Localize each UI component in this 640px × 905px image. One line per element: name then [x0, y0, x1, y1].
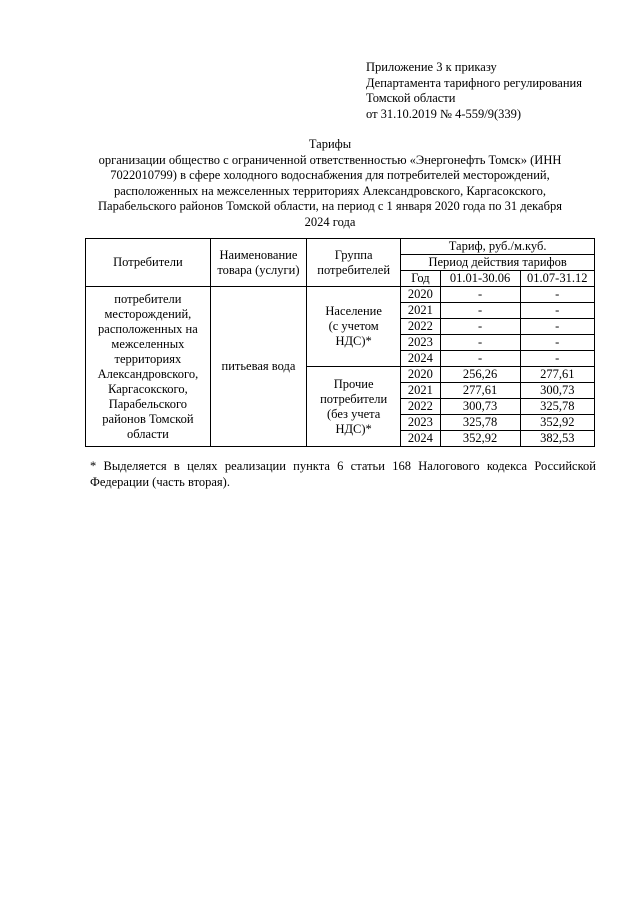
tariff-cell-period1: -: [440, 319, 520, 335]
tariff-cell-period2: -: [520, 351, 594, 367]
tariff-table: [85, 238, 595, 447]
consumers-line: области: [126, 426, 169, 441]
header-consumers: [86, 239, 211, 287]
header-product-line: Наименование: [219, 247, 298, 262]
year-cell: 2022: [401, 399, 440, 415]
header-tariff: Тариф, руб./м.куб.: [401, 239, 595, 255]
title-heading: Тарифы: [308, 137, 352, 151]
header-product-line: товара (услуги): [217, 262, 300, 277]
header-consumers-label: Потребители: [113, 255, 183, 269]
consumers-cell: [86, 287, 211, 447]
year-cell: 2024: [401, 351, 440, 367]
consumers-line: Александровского,: [97, 366, 199, 381]
group-line: Прочие: [333, 376, 374, 391]
footnote: [90, 459, 596, 490]
group-line: (с учетом: [328, 319, 379, 333]
header-group-line: Группа: [334, 247, 373, 262]
title-line: организации общество с ограниченной ответственностью «Энергонефть Томск» (ИНН: [98, 152, 562, 167]
title-line: 7022010799) в сфере холодного водоснабжения для потребителей месторождений,: [110, 168, 550, 182]
consumers-line: территориях: [114, 351, 182, 366]
header-group: [307, 239, 401, 287]
year-cell: 2023: [401, 415, 440, 431]
year-cell: 2022: [401, 319, 440, 335]
tariff-cell-period1: -: [440, 335, 520, 351]
tariff-cell-period2: -: [520, 303, 594, 319]
table-row: [86, 287, 595, 303]
tariff-cell-period2: -: [520, 287, 594, 303]
group-line: НДС)*: [335, 334, 372, 348]
approval-line: Департамента тарифного регулирования: [366, 75, 582, 90]
title-line: Парабельского районов Томской области, на период с 1 января 2020 года по 31 декабря: [98, 199, 562, 213]
consumers-line: потребители: [114, 291, 182, 306]
document-title: [80, 137, 580, 230]
tariff-cell-period1: -: [440, 351, 520, 367]
tariff-cell-period2: 325,78: [520, 399, 594, 415]
approval-block: [366, 60, 616, 122]
group-line: Население: [325, 304, 382, 318]
tariff-cell-period1: -: [440, 287, 520, 303]
tariff-cell-period2: -: [520, 319, 594, 335]
consumers-line: Каргасокского,: [108, 381, 188, 396]
consumers-line: районов Томской: [102, 411, 194, 426]
group-line: НДС)*: [335, 421, 372, 436]
year-cell: 2020: [401, 367, 440, 383]
consumers-line: месторождений,: [104, 306, 192, 321]
header-period2: 01.07-31.12: [520, 271, 594, 287]
product-cell: [210, 287, 306, 447]
tariff-cell-period2: 352,92: [520, 415, 594, 431]
group-cell-population: [307, 287, 401, 367]
year-cell: 2023: [401, 335, 440, 351]
tariff-cell-period1: 300,73: [440, 399, 520, 415]
tariff-cell-period2: 277,61: [520, 367, 594, 383]
tariff-cell-period1: 256,26: [440, 367, 520, 383]
tariff-cell-period2: 300,73: [520, 383, 594, 399]
tariff-cell-period1: 352,92: [440, 431, 520, 447]
product-name: питьевая вода: [221, 359, 296, 373]
approval-line: от 31.10.2019 № 4-559/9(339): [366, 106, 522, 121]
title-line: 2024 года: [304, 214, 356, 229]
tariff-cell-period1: 325,78: [440, 415, 520, 431]
year-cell: 2021: [401, 383, 440, 399]
title-line: расположенных на межселенных территориях Александровского, Каргасокского,: [113, 183, 547, 198]
group-cell-others: [307, 367, 401, 447]
header-product: [210, 239, 306, 287]
consumers-line: расположенных на: [98, 321, 198, 336]
approval-line: Томской области: [366, 91, 456, 105]
footnote-line: * Выделяется в целях реализации пункта 6 статьи 168 Налогового кодекса Российской: [90, 459, 596, 473]
header-period1: 01.01-30.06: [440, 271, 520, 287]
header-period: Период действия тарифов: [401, 255, 595, 271]
consumers-line: Парабельского: [108, 396, 188, 411]
header-year: Год: [401, 271, 440, 287]
tariff-cell-period2: -: [520, 335, 594, 351]
header-group-line: потребителей: [317, 262, 391, 277]
tariff-cell-period2: 382,53: [520, 431, 594, 447]
group-line: потребители: [320, 391, 388, 406]
year-cell: 2020: [401, 287, 440, 303]
tariff-cell-period1: 277,61: [440, 383, 520, 399]
year-cell: 2024: [401, 431, 440, 447]
approval-line: Приложение 3 к приказу: [366, 60, 497, 74]
consumers-line: межселенных: [111, 336, 185, 351]
year-cell: 2021: [401, 303, 440, 319]
footnote-line: Федерации (часть вторая).: [90, 474, 230, 489]
group-line: (без учета: [326, 406, 381, 421]
tariff-cell-period1: -: [440, 303, 520, 319]
